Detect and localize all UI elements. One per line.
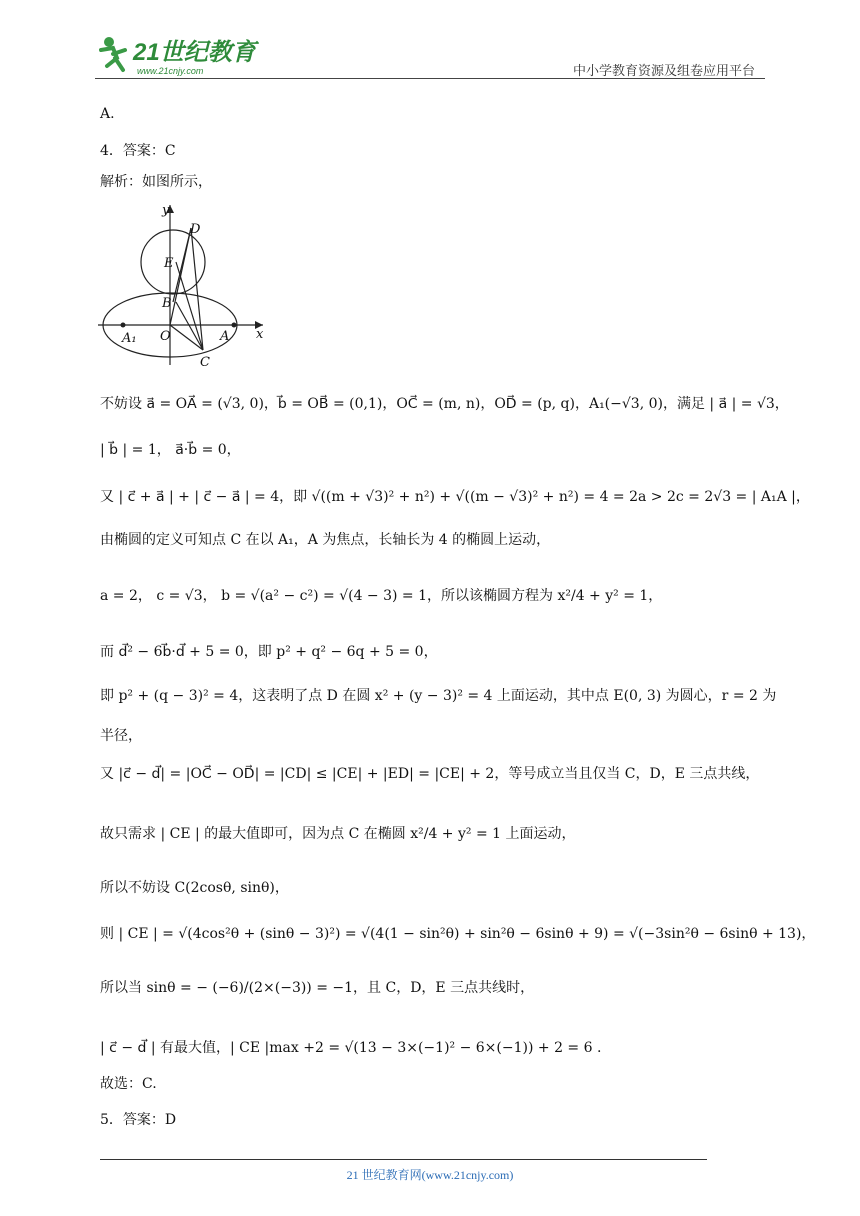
text-line-4: | b⃗ | = 1， a⃗·b⃗ = 0， — [100, 442, 241, 458]
text-line-13: 所以不妨设 C(2cosθ, sinθ)， — [100, 880, 289, 896]
text-line-17: 故选：C. — [100, 1076, 157, 1092]
answer-4: 4．答案：C — [100, 143, 176, 159]
text-line-15: 所以当 sinθ = − (−6)/(2×(−3)) = −1，且 C，D，E 三点共线时， — [100, 980, 535, 996]
text-line-11: 又 |c⃗ − d⃗| = |OC⃗ − OD⃗| = |CD| ≤ |CE| + |ED| = |CE| + 2，等号成立当且仅当 C，D，E 三点共线， — [100, 766, 760, 782]
text-line-10: 半径， — [100, 728, 142, 744]
label-B: B — [162, 296, 172, 311]
text-line-16: | c⃗ − d⃗ | 有最大值，| CE |max +2 = √(13 − 3×(−1)² − 6×(−1)) + 2 = 6 . — [100, 1040, 602, 1056]
footer-link[interactable]: 21 世纪教育网(www.21cnjy.com) — [346, 1168, 514, 1182]
text-line-14: 则 | CE | = √(4cos²θ + (sinθ − 3)²) = √(4(1 − sin²θ) + sin²θ − 6sinθ + 9) = √(−3sin²θ − 6sinθ + 13)， — [100, 926, 816, 942]
logo-url: www.21cnjy.com — [137, 66, 204, 76]
label-y: y — [162, 203, 170, 218]
text-line-7: a = 2， c = √3， b = √(a² − c²) = √(4 − 3) = 1，所以该椭圆方程为 x²/4 + y² = 1， — [100, 588, 663, 604]
runner-icon — [101, 37, 125, 70]
text-line-6: 由椭圆的定义可知点 C 在以 A₁，A 为焦点，长轴长为 4 的椭圆上运动， — [100, 532, 551, 548]
label-x: x — [256, 327, 264, 342]
text-line-3: 不妨设 a⃗ = OA⃗ = (√3, 0)，b⃗ = OB⃗ = (0,1)，OC⃗ = (m, n)，OD⃗ = (p, q)，A₁(−√3, 0)，满足 | a⃗ | = √3， — [100, 396, 789, 412]
answer-5: 5．答案：D — [100, 1112, 177, 1128]
site-logo — [95, 30, 265, 80]
label-D: D — [190, 222, 201, 237]
label-E: E — [164, 256, 174, 271]
logo-text: 21世纪教育 — [133, 39, 256, 66]
text-line-5: 又 | c⃗ + a⃗ | + | c⃗ − a⃗ | = 4，即 √((m + √3)² + n²) + √((m − √3)² + n²) = 4 = 2a > 2c = 2√3 = | A₁A |， — [100, 489, 810, 505]
analysis-intro: 解析：如图所示， — [100, 174, 212, 190]
text-line-8: 而 d⃗² − 6b⃗·d⃗ + 5 = 0，即 p² + q² − 6q + 5 = 0， — [100, 644, 438, 660]
ellipse-circle-figure — [98, 200, 268, 372]
platform-name: 中小学教育资源及组卷应用平台 — [572, 64, 755, 79]
text-line-12: 故只需求 | CE | 的最大值即可，因为点 C 在椭圆 x²/4 + y² = 1 上面运动， — [100, 826, 576, 842]
label-A1: A₁ — [122, 331, 137, 346]
label-O: O — [160, 329, 171, 344]
footer-divider — [100, 1159, 707, 1160]
text-line-9: 即 p² + (q − 3)² = 4，这表明了点 D 在圆 x² + (y − 3)² = 4 上面运动，其中点 E(0, 3) 为圆心，r = 2 为 — [100, 688, 777, 704]
label-C: C — [200, 355, 210, 370]
text-line-0: A. — [100, 106, 115, 122]
label-A: A — [220, 329, 230, 344]
header-divider — [95, 78, 765, 79]
